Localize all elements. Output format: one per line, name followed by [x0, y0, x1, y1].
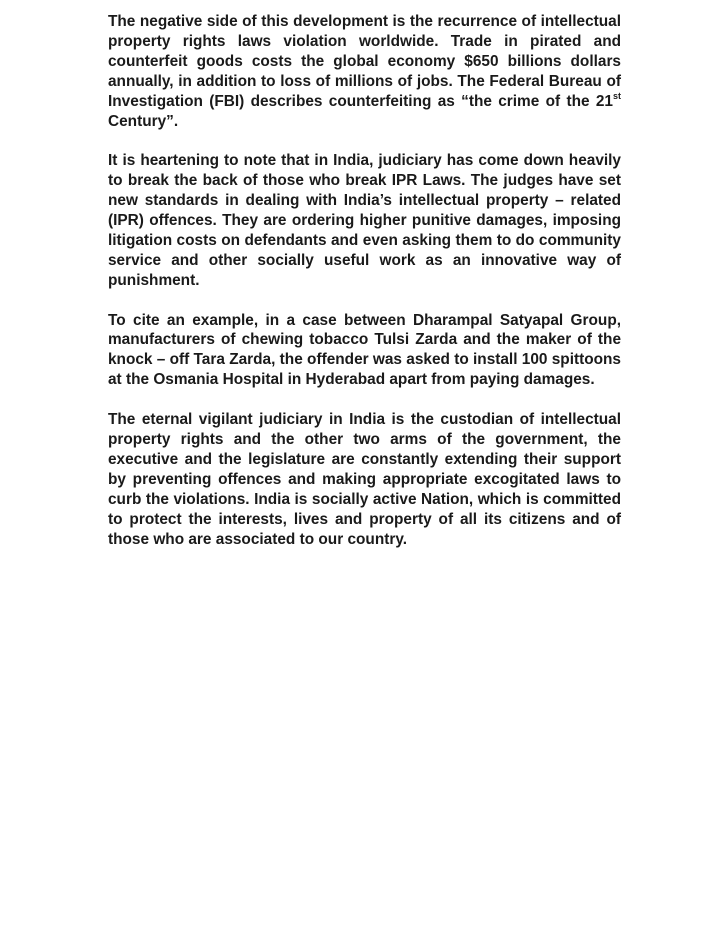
paragraph-ipr-violation-text: The negative side of this development is the recurrence of intellectual property rights laws violation worldwide. Trade in pirated and counterfeit goods costs the global economy $650 billions dollars annually, in addition to loss of millions of jobs. The Federal Bureau of Investigation (FBI) describes counterfeiting as “the crime of the 21: [108, 13, 621, 110]
document-page: [108, 12, 621, 569]
paragraph-ipr-violation: [108, 12, 621, 131]
paragraph-vigilant-judiciary: The eternal vigilant judiciary in India is the custodian of intellectual property rights and the other two arms of the government, the executive and the legislature are constantly extending their support by preventing offences and making appropriate excogitated laws to curb the violations. India is socially active Nation, which is committed to protect the interests, lives and property of all its citizens and of those who are associated to our country.: [108, 411, 621, 548]
ordinal-superscript: st: [612, 90, 621, 101]
paragraph-case-example: To cite an example, in a case between Dharampal Satyapal Group, manufacturers of chewing tobacco Tulsi Zarda and the maker of the knock – off Tara Zarda, the offender was asked to install 100 spittoons at the Osmania Hospital in Hyderabad apart from paying damages.: [108, 311, 621, 389]
paragraph-judiciary-india: It is heartening to note that in India, judiciary has come down heavily to break the back of those who break IPR Laws. The judges have set new standards in dealing with India’s intellectual property – related (IPR) offences. They are ordering higher punitive damages, imposing litigation costs on defendants and even asking them to do community service and other socially useful work as an innovative way of punishment.: [108, 152, 621, 289]
paragraph-ipr-violation-ending: Century”.: [108, 112, 179, 130]
